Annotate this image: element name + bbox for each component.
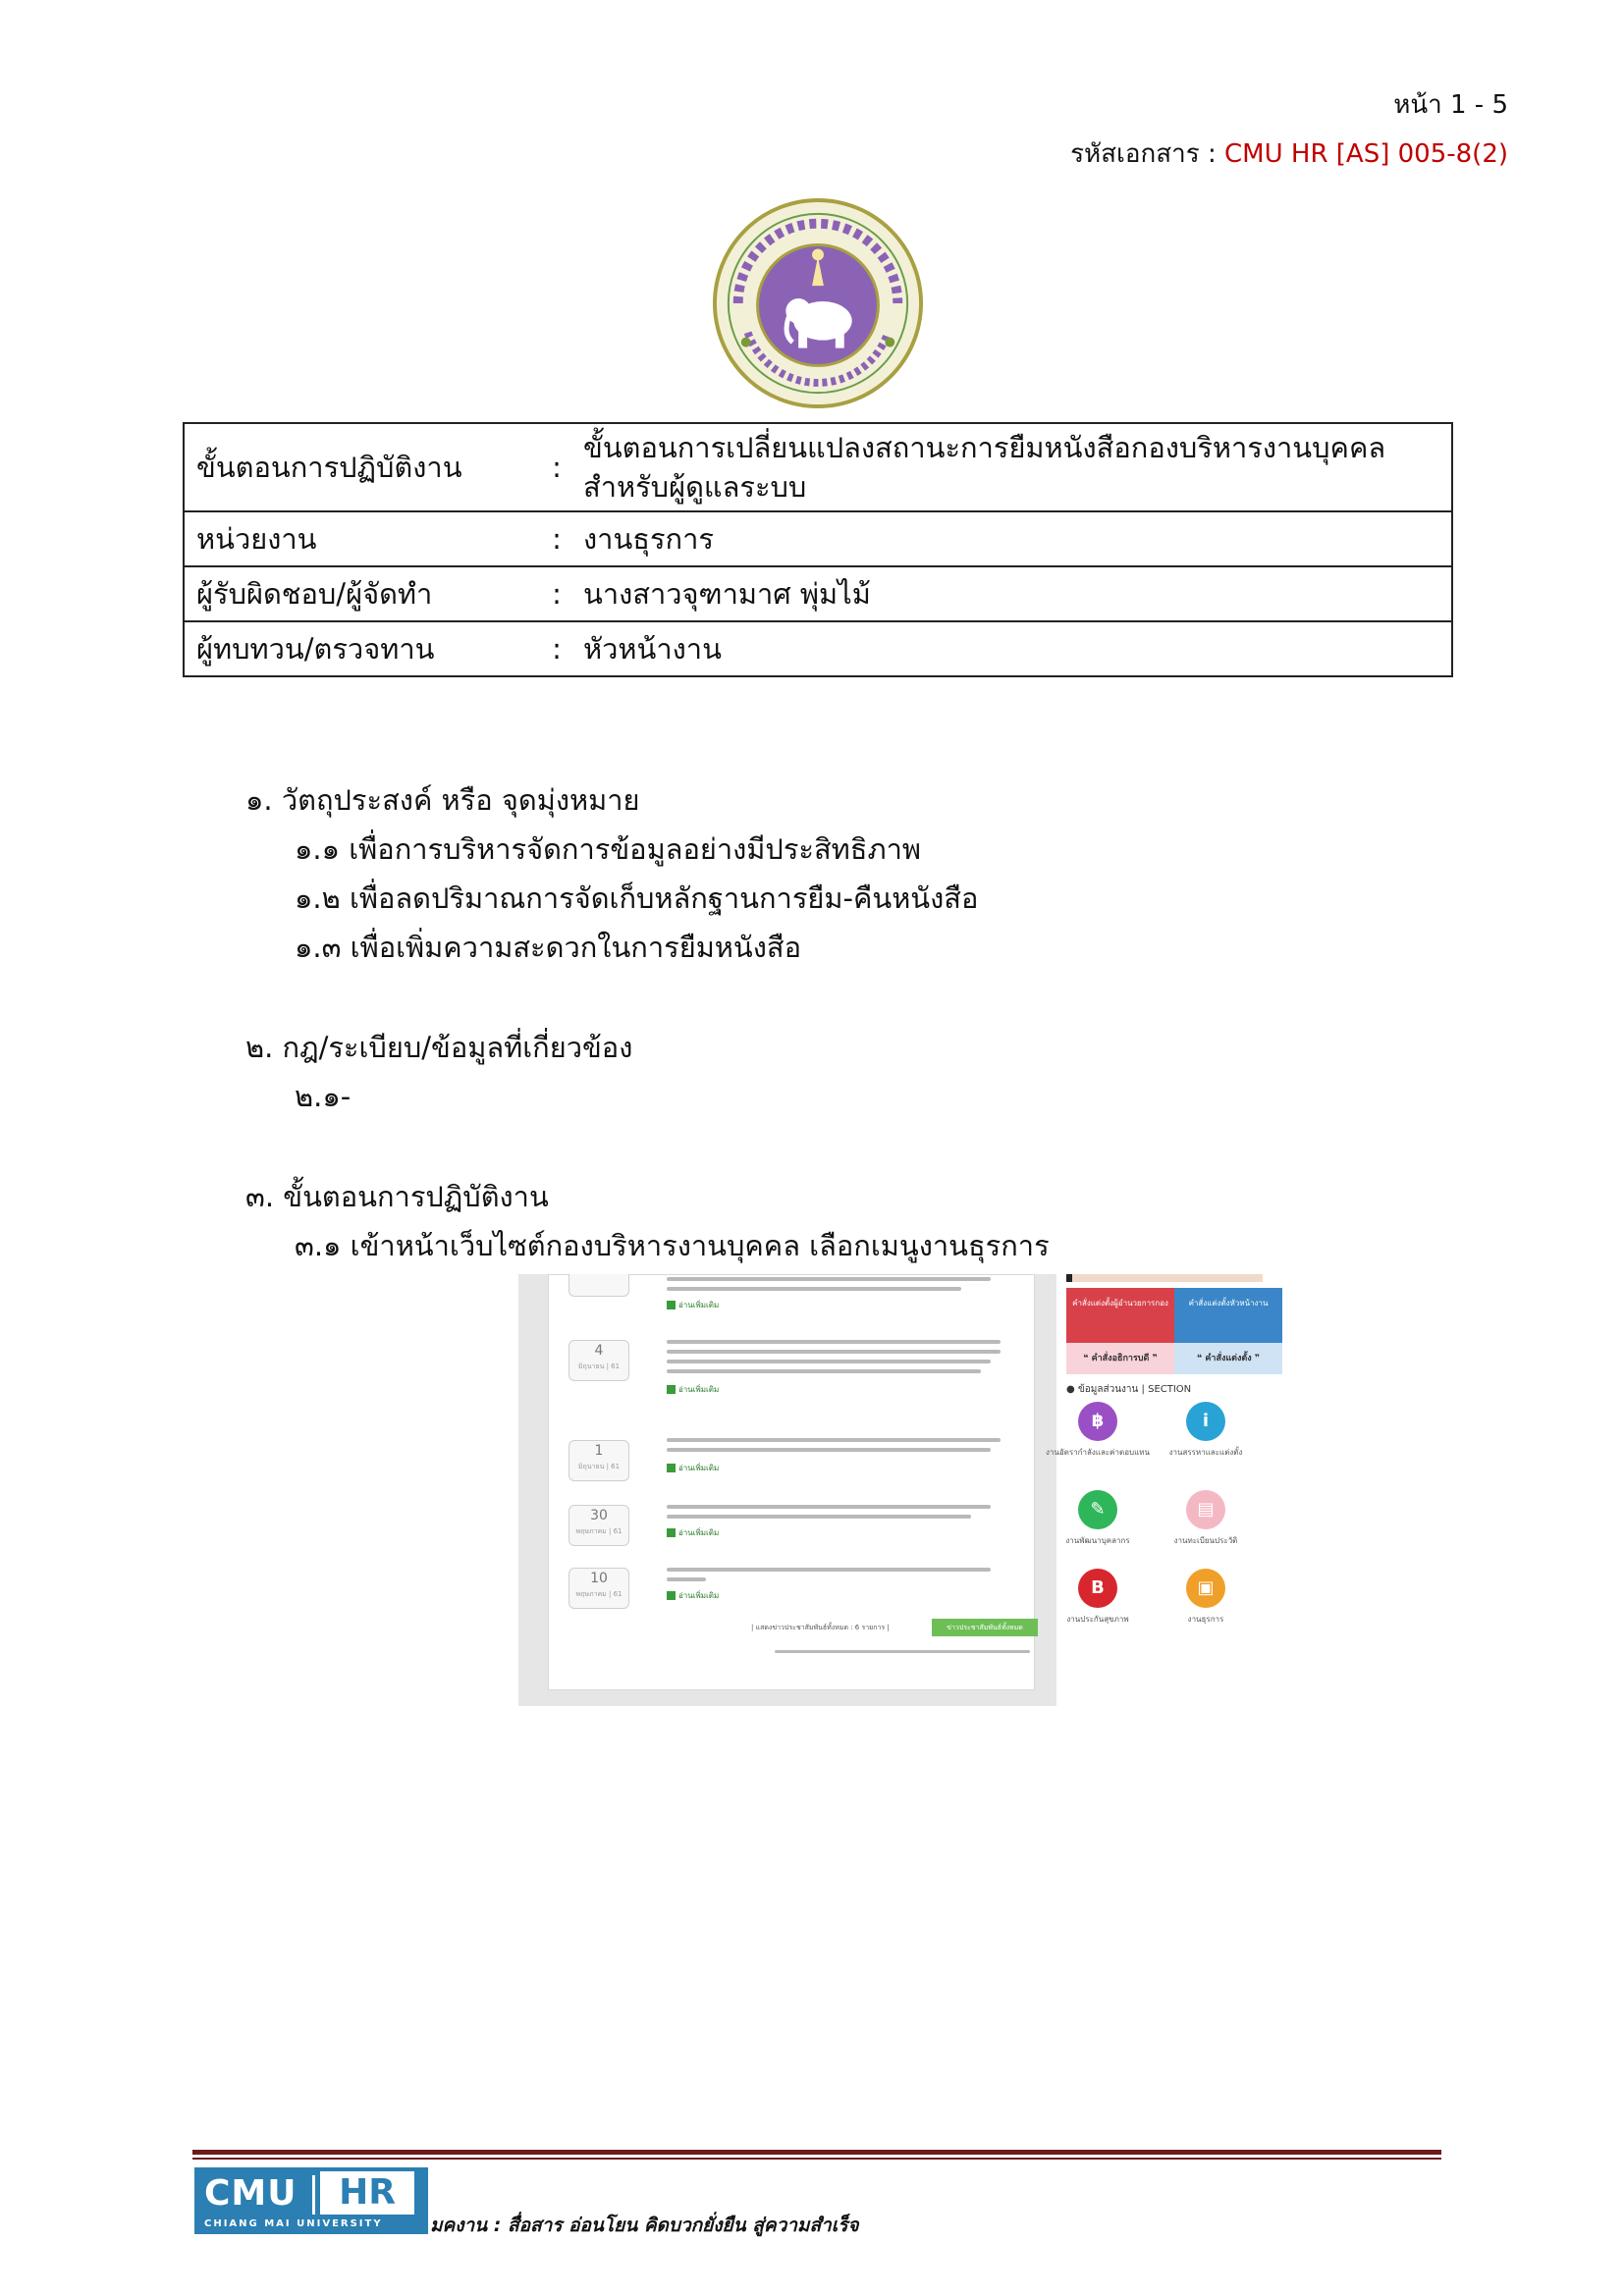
icon-caption: งานพัฒนาบุคลากร xyxy=(1065,1536,1130,1545)
info-table xyxy=(183,422,1453,677)
section-3-title: ๓. ขั้นตอนการปฏิบัติงาน xyxy=(245,1180,549,1213)
person-icon[interactable]: i xyxy=(1186,1402,1225,1441)
read-more-link[interactable]: อ่านเพิ่มเติม xyxy=(667,1299,719,1311)
read-more-link[interactable]: อ่านเพิ่มเติม xyxy=(667,1589,719,1602)
sidebar xyxy=(1046,1274,1316,1706)
news-feed xyxy=(548,1274,1035,1690)
section-1-3: ๑.๓ เพื่อเพิ่มความสะดวกในการยืมหนังสือ xyxy=(295,931,802,964)
row-value-line: สำหรับผู้ดูแลระบบ xyxy=(583,470,807,504)
pencil-icon[interactable]: ✎ xyxy=(1078,1490,1117,1529)
section-2-1: ๒.๑- xyxy=(295,1080,352,1113)
appointment-order-button[interactable]: ❝ คำสั่งแต่งตั้ง ❞ xyxy=(1174,1343,1282,1374)
briefcase-icon[interactable]: ▣ xyxy=(1186,1569,1225,1608)
section-1-title: ๑. วัตถุประสงค์ หรือ จุดมุ่งหมาย xyxy=(245,783,640,817)
section-1-1: ๑.๑ เพื่อการบริหารจัดการข้อมูลอย่างมีประสิทธิภาพ xyxy=(295,832,922,866)
table-row xyxy=(184,566,1452,621)
all-news-button[interactable]: ข่าวประชาสัมพันธ์ทั้งหมด xyxy=(932,1619,1038,1636)
icon-caption: งานสรรหาและแต่งตั้ง xyxy=(1168,1448,1243,1457)
row-label: หน่วยงาน xyxy=(184,511,542,566)
icon-caption: งานธุรการ xyxy=(1187,1615,1224,1624)
row-value xyxy=(571,423,1452,511)
user-icon: ● xyxy=(1066,1384,1075,1395)
document-code-label: รหัสเอกสาร : xyxy=(1070,139,1225,169)
pager-text: | แสดงข่าวประชาสัมพันธ์ทั้งหมด : 6 รายการ | xyxy=(751,1624,890,1631)
footer-slogan: มคงาน : สื่อสาร อ่อนโยน คิดบวกยั่งยืน สู่ความสำเร็จ xyxy=(430,2215,859,2236)
icon-caption: งานอัตรากำลังและค่าตอบแทน xyxy=(1046,1448,1150,1457)
read-more-link[interactable]: อ่านเพิ่มเติม xyxy=(667,1383,719,1396)
table-row xyxy=(184,511,1452,566)
website-screenshot xyxy=(518,1274,1316,1706)
news-item xyxy=(549,1332,1034,1411)
row-value-line: ขั้นตอนการเปลี่ยนแปลงสถานะการยืมหนังสือกองบริหารงานบุคคล xyxy=(583,431,1386,464)
row-label: ผู้รับผิดชอบ/ผู้จัดทำ xyxy=(184,566,542,621)
row-label: ผู้ทบทวน/ตรวจทาน xyxy=(184,621,542,676)
read-more-link[interactable]: อ่านเพิ่มเติม xyxy=(667,1462,719,1474)
news-date: 30 พฤษภาคม | 61 xyxy=(568,1505,629,1546)
appoint-head-button[interactable]: คำสั่งแต่งตั้งหัวหน้างาน xyxy=(1174,1288,1282,1343)
section-header: ● ข้อมูลส่วนงาน | SECTION xyxy=(1066,1384,1192,1395)
section-2-title: ๒. กฎ/ระเบียบ/ข้อมูลที่เกี่ยวข้อง xyxy=(245,1031,633,1064)
news-date: 1 มิถุนายน | 61 xyxy=(568,1440,629,1481)
cmu-hr-logo: CMU HR CHIANG MAI UNIVERSITY xyxy=(194,2167,428,2234)
news-item xyxy=(549,1274,1034,1326)
row-colon: : xyxy=(542,621,571,676)
footer-rule xyxy=(192,2150,1441,2155)
news-date: 4 มิถุนายน | 61 xyxy=(568,1340,629,1381)
row-value: งานธุรการ xyxy=(571,511,1452,566)
news-date xyxy=(568,1274,629,1297)
money-icon[interactable]: ฿ xyxy=(1078,1402,1117,1441)
footer-rule xyxy=(192,2158,1441,2160)
table-row xyxy=(184,621,1452,676)
icon-caption: งานประกันสุขภาพ xyxy=(1066,1615,1129,1624)
page-number: หน้า 1 - 5 xyxy=(1393,90,1508,120)
section-1-2: ๑.๒ เพื่อลดปริมาณการจัดเก็บหลักฐานการยืม-คืนหนังสือ xyxy=(295,881,979,915)
icon-caption: งานทะเบียนประวัติ xyxy=(1173,1536,1238,1545)
read-more-link[interactable]: อ่านเพิ่มเติม xyxy=(667,1526,719,1539)
bitcoin-icon[interactable]: B xyxy=(1078,1569,1117,1608)
appoint-director-button[interactable]: คำสั่งแต่งตั้งผู้อำนวยการกอง xyxy=(1066,1288,1174,1343)
row-value: นางสาวจุฑามาศ พุ่มไม้ xyxy=(571,566,1452,621)
document-code-value: CMU HR [AS] 005-8(2) xyxy=(1224,139,1508,169)
table-row xyxy=(184,423,1452,511)
row-label: ขั้นตอนการปฏิบัติงาน xyxy=(184,423,542,511)
row-value: หัวหน้างาน xyxy=(571,621,1452,676)
clipboard-icon[interactable]: ▤ xyxy=(1186,1490,1225,1529)
section-3-1: ๓.๑ เข้าหน้าเว็บไซต์กองบริหารงานบุคคล เลือกเมนูงานธุรการ xyxy=(295,1229,1050,1262)
university-seal xyxy=(711,196,925,410)
document-code xyxy=(1070,133,1508,174)
row-colon: : xyxy=(542,423,571,511)
news-date: 10 พฤษภาคม | 61 xyxy=(568,1568,629,1609)
row-colon: : xyxy=(542,566,571,621)
rector-order-button[interactable]: ❝ คำสั่งอธิการบดี ❞ xyxy=(1066,1343,1174,1374)
row-colon: : xyxy=(542,511,571,566)
